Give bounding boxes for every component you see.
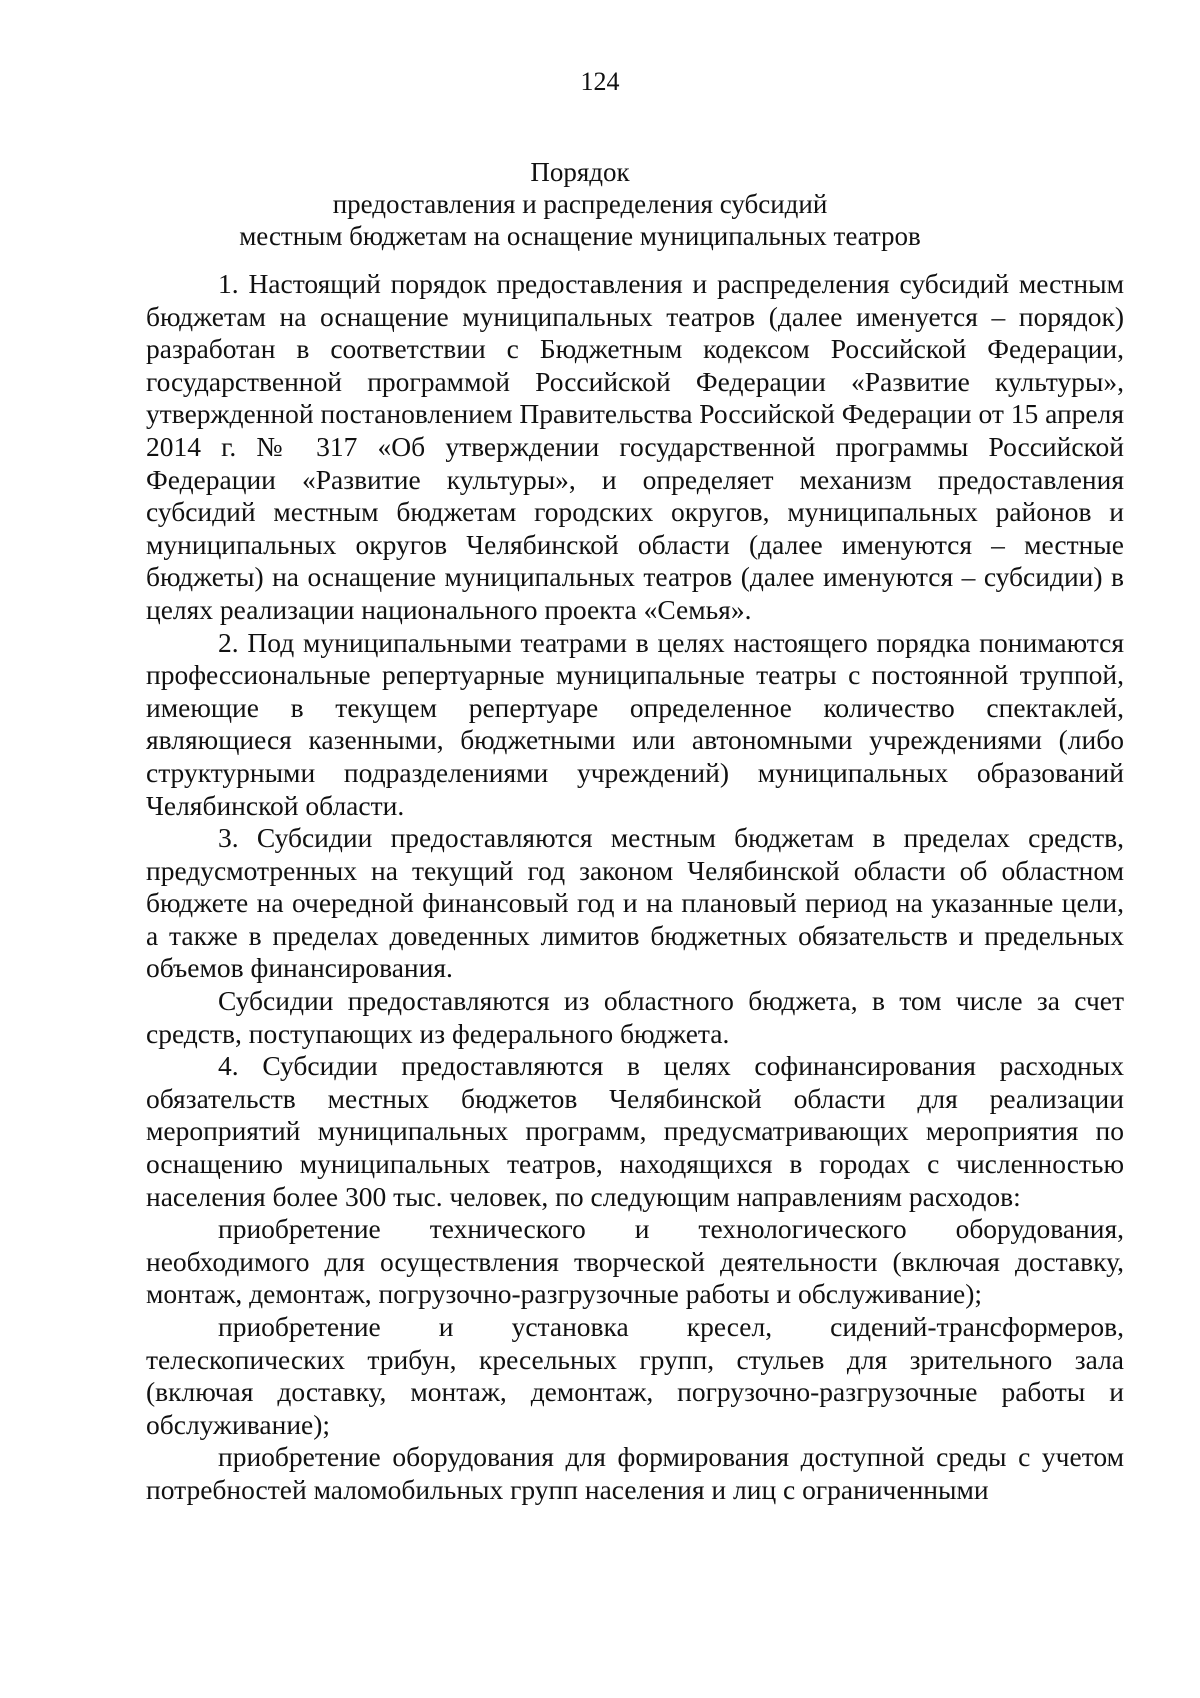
title-line-3: местным бюджетам на оснащение муниципальных театров xyxy=(239,221,921,251)
document-body xyxy=(146,268,1124,1507)
title-line-1: Порядок xyxy=(530,157,630,187)
paragraph-4: 4. Субсидии предоставляются в целях софинансирования расходных обязательств местных бюджетов Челябинской области для реализации мероприятий муниципальных программ, предусматривающих мероприятия по оснащению муниципальных театров, находящихся в городах с численностью населения более 300 тыс. человек, по следующим направлениям расходов: xyxy=(146,1050,1124,1212)
paragraph-3: 3. Субсидии предоставляются местным бюджетам в пределах средств, предусмотренных на текущий год законом Челябинской области об областном бюджете на очередной финансовый год и на плановый период на указанные цели, а также в пределах доведенных лимитов бюджетных обязательств и предельных объемов финансирования. xyxy=(146,822,1124,984)
page-number: 124 xyxy=(580,67,620,96)
expense-item-seating: приобретение и установка кресел, сидений-трансформеров, телескопических трибун, кресельных групп, стульев для зрительного зала (включая доставку, монтаж, демонтаж, погрузочно-разгрузочные работы и обслуживание); xyxy=(146,1311,1124,1440)
paragraph-1: 1. Настоящий порядок предоставления и распределения субсидий местным бюджетам на оснащение муниципальных театров (далее именуется – порядок) разработан в соответствии с Бюджетным кодексом Российской Федерации, государственной программой Российской Федерации «Развитие культуры», утвержденной постановлением Правительства Российской Федерации от 15 апреля 2014 г. № 317 «Об утверждении государственной программы Российской Федерации «Развитие культуры», и определяет механизм предоставления субсидий местным бюджетам городских округов, муниципальных районов и муниципальных округов Челябинской области (далее именуются – местные бюджеты) на оснащение муниципальных театров (далее именуются – субсидии) в целях реализации национального проекта «Семья». xyxy=(146,268,1124,625)
title-line-2: предоставления и распределения субсидий xyxy=(332,189,828,219)
paragraph-2: 2. Под муниципальными театрами в целях настоящего порядка понимаются профессиональные репертуарные муниципальные театры с постоянной труппой, имеющие в текущем репертуаре определенное количество спектаклей, являющиеся казенными, бюджетными или автономными учреждениями (либо структурными подразделениями учреждений) муниципальных образований Челябинской области. xyxy=(146,626,1124,821)
paragraph-3-continued: Субсидии предоставляются из областного бюджета, в том числе за счет средств, поступающих из федерального бюджета. xyxy=(146,985,1124,1049)
expense-item-equipment: приобретение технического и технологического оборудования, необходимого для осуществления творческой деятельности (включая доставку, монтаж, демонтаж, погрузочно-разгрузочные работы и обслуживание); xyxy=(146,1213,1124,1310)
expense-item-accessibility: приобретение оборудования для формирования доступной среды с учетом потребностей маломобильных групп населения и лиц с ограниченными xyxy=(146,1441,1124,1505)
document-title xyxy=(0,156,1160,252)
